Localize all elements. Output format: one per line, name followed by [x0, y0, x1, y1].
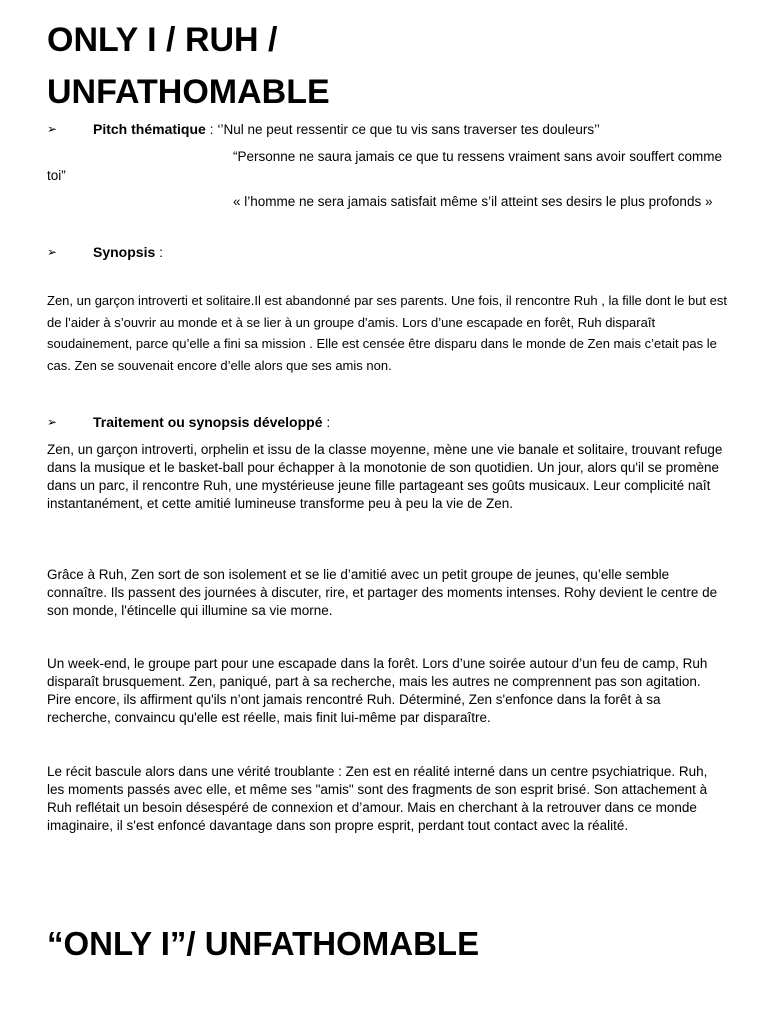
treatment-paragraph-3: Un week-end, le groupe part pour une escapade dans la forêt. Lors d’une soirée autour d’un feu de camp, Ruh disparaît brusquement. Zen, paniqué, part à sa recherche, mais les autres ne comprennent pas son agitation. Pire encore, ils affirment qu'ils n’ont jamais rencontré Ruh. Déterminé, Zen s'enfonce dans la forêt à sa recherche, convaincu qu'elle est réelle, mais finit lui-même par disparaître.	[47, 656, 708, 725]
pitch-quote-1: ‘’Nul ne peut ressentir ce que tu vis sans traverser tes douleurs’’	[217, 122, 600, 137]
pitch-label: Pitch thématique	[93, 121, 206, 137]
treatment-paragraph-4: Le récit bascule alors dans une vérité troublante : Zen est en réalité interné dans un centre psychiatrique. Ruh, les moments passés avec elle, et même ses "amis" sont des fragments de son esprit brisé. Son attachement à Ruh reflétait un besoin désespéré de connexion et d’amour. Mais en cherchant à la retrouver dans ce monde imaginaire, il s'est enfoncé davantage dans son propre esprit, perdant tout contact avec la réalité.	[47, 764, 708, 833]
pitch-quote-3: « l’homme ne sera jamais satisfait même s’il atteint ses desirs le plus profonds »	[233, 194, 713, 209]
synopsis-label: Synopsis	[93, 244, 156, 260]
arrow-bullet-icon: ➢	[47, 245, 58, 259]
arrow-bullet-icon: ➢	[47, 122, 58, 136]
title-line-2: UNFATHOMABLE	[47, 73, 330, 111]
treatment-paragraph-1: Zen, un garçon introverti, orphelin et issu de la classe moyenne, mène une vie banale et solitaire, trouvant refuge dans la musique et le basket-ball pour échapper à la monotonie de son quotidien. Un jour, alors qu'il se promène dans un parc, il rencontre Ruh, une mystérieuse jeune fille partageant ses goûts musicaux. Leur complicité naît instantanément, et cette amitié lumineuse transforme peu à peu la vie de Zen.	[47, 442, 723, 511]
document-page: ONLY I / RUH / UNFATHOMABLE ➢ Pitch thématique : ‘’Nul ne peut ressentir ce que tu vis sans traverser tes douleurs’’ “Personne ne saura jamais ce que tu ressens vraiment sans avoir souffert comme toi” « l’homme ne sera jamais satisfait même s’il atteint ses desirs le plus profonds » ➢ Synopsis : Zen, un garçon introverti et solitaire.Il est abandonné par ses parents. Une fois, il rencontre Ruh , la fille dont le but est de l’aider à s’ouvrir au monde et à se lier à un groupe d'amis. Lors d’une escapade en forêt, Ruh disparaît soudainement, parce qu’elle a fini sa mission . Elle est censée être disparu dans le monde de Zen mais c’etait pas le cas. Zen se souvenait encore d’elle alors que ses amis non. ➢ Traitement ou synopsis développé : Zen, un garçon introverti, orphelin et issu de la classe moyenne, mène une vie banale et solitaire, trouvant refuge dans la musique et le basket-ball pour échapper à la monotonie de son quotidien. Un jour, alors qu'il se promène dans un parc, il rencontre Ruh, une mystérieuse jeune fille partageant ses goûts musicaux. Leur complicité naît instantanément, et cette amitié lumineuse transforme peu à peu la vie de Zen. Grâce à Ruh, Zen sort de son isolement et se lie d’amitié avec un petit groupe de jeunes, qu’elle semble connaître. Ils passent des journées à discuter, rire, et partager des moments intenses. Rohy devient le centre de son monde, l'étincelle qui illumine sa vie morne. Un week-end, le groupe part pour une escapade dans la forêt. Lors d’une soirée autour d’un feu de camp, Ruh disparaît brusquement. Zen, paniqué, part à sa recherche, mais les autres ne comprennent pas son agitation. Pire encore, ils affirment qu'ils n’ont jamais rencontré Ruh. Déterminé, Zen s'enfonce dans la forêt à sa recherche, convaincu qu'elle est réelle, mais finit lui-même par disparaître. Le récit bascule alors dans une vérité troublante : Zen est en réalité interné dans un centre psychiatrique. Ruh, les moments passés avec elle, et même ses "amis" sont des fragments de son esprit brisé. Son attachement à Ruh reflétait un besoin désespéré de connexion et d’amour. Mais en cherchant à la retrouver dans ce monde imaginaire, il s'est enfoncé davantage dans son propre esprit, perdant tout contact avec la réalité. “ONLY I”/ UNFATHOMABLE	[0, 0, 768, 1024]
treatment-paragraph-2: Grâce à Ruh, Zen sort de son isolement et se lie d’amitié avec un petit groupe de jeunes, qu’elle semble connaître. Ils passent des journées à discuter, rire, et partager des moments intenses. Rohy devient le centre de son monde, l'étincelle qui illumine sa vie morne.	[47, 567, 718, 618]
treatment-label: Traitement ou synopsis développé	[93, 414, 323, 430]
pitch-quote-2: “Personne ne saura jamais ce que tu ressens vraiment sans avoir souffert comme toi”	[47, 149, 722, 183]
footer-title: “ONLY I”/ UNFATHOMABLE	[47, 925, 480, 962]
synopsis-text: Zen, un garçon introverti et solitaire.Il est abandonné par ses parents. Une fois, il rencontre Ruh , la fille dont le but est de l’aider à s’ouvrir au monde et à se lier à un groupe d'amis. Lors d’une escapade en forêt, Ruh disparaît soudainement, parce qu’elle a fini sa mission . Elle est censée être disparu dans le monde de Zen mais c’etait pas le cas. Zen se souvenait encore d’elle alors que ses amis non.	[47, 293, 727, 373]
title-line-1: ONLY I / RUH /	[47, 21, 278, 59]
arrow-bullet-icon: ➢	[47, 415, 58, 429]
